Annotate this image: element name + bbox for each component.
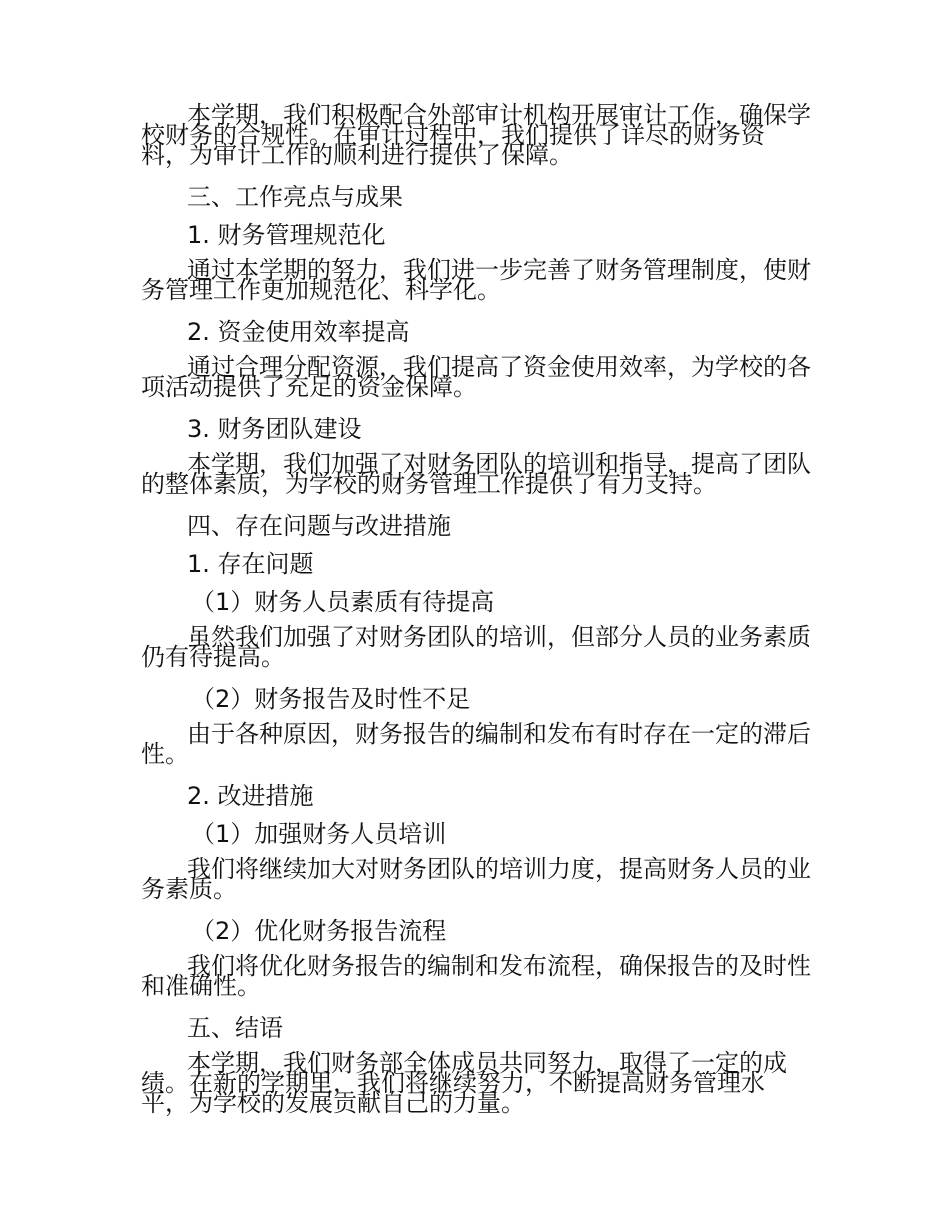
paragraph-staff-training: 我们将继续加大对财务团队的培训力度，提高财务人员的业务素质。 — [141, 855, 811, 903]
section-heading-conclusion: 五、结语 — [187, 1014, 283, 1042]
subheading-improvement-measures: 2. 改进措施 — [187, 782, 314, 810]
paragraph-report-timeliness: 由于各种原因，财务报告的编制和发布有时存在一定的滞后性。 — [141, 720, 811, 768]
paragraph-team-building: 本学期，我们加强了对财务团队的培训和指导，提高了团队的整体素质，为学校的财务管理工作提供了有力支持。 — [141, 450, 811, 498]
subheading-existing-problems: 1. 存在问题 — [187, 550, 314, 578]
paragraph-staff-quality: 虽然我们加强了对财务团队的培训，但部分人员的业务素质仍有待提高。 — [141, 623, 811, 671]
subheading-fund-efficiency: 2. 资金使用效率提高 — [187, 318, 410, 346]
paragraph-audit-cooperation: 本学期，我们积极配合外部审计机构开展审计工作，确保学校财务的合规性。在审计过程中，我们提供了详尽的财务资料，为审计工作的顺利进行提供了保障。 — [141, 101, 811, 169]
paragraph-management-standardization: 通过本学期的努力，我们进一步完善了财务管理制度，使财务管理工作更加规范化、科学化。 — [141, 256, 811, 304]
subheading-team-building: 3. 财务团队建设 — [187, 415, 362, 443]
section-heading-problems: 四、存在问题与改进措施 — [187, 512, 451, 540]
item-heading-report-timeliness: （2）财务报告及时性不足 — [191, 685, 471, 713]
paragraph-fund-efficiency: 通过合理分配资源，我们提高了资金使用效率，为学校的各项活动提供了充足的资金保障。 — [141, 353, 811, 401]
section-heading-highlights: 三、工作亮点与成果 — [187, 183, 403, 211]
document-page — [141, 100, 811, 1127]
item-heading-staff-training: （1）加强财务人员培训 — [191, 820, 447, 848]
paragraph-report-process: 我们将优化财务报告的编制和发布流程，确保报告的及时性和准确性。 — [141, 952, 811, 1000]
item-heading-staff-quality: （1）财务人员素质有待提高 — [191, 588, 495, 616]
paragraph-conclusion: 本学期，我们财务部全体成员共同努力，取得了一定的成绩。在新的学期里，我们将继续努力，不断提高财务管理水平，为学校的发展贡献自己的力量。 — [141, 1049, 787, 1117]
item-heading-report-process: （2）优化财务报告流程 — [191, 917, 447, 945]
subheading-management-standardization: 1. 财务管理规范化 — [187, 221, 386, 249]
